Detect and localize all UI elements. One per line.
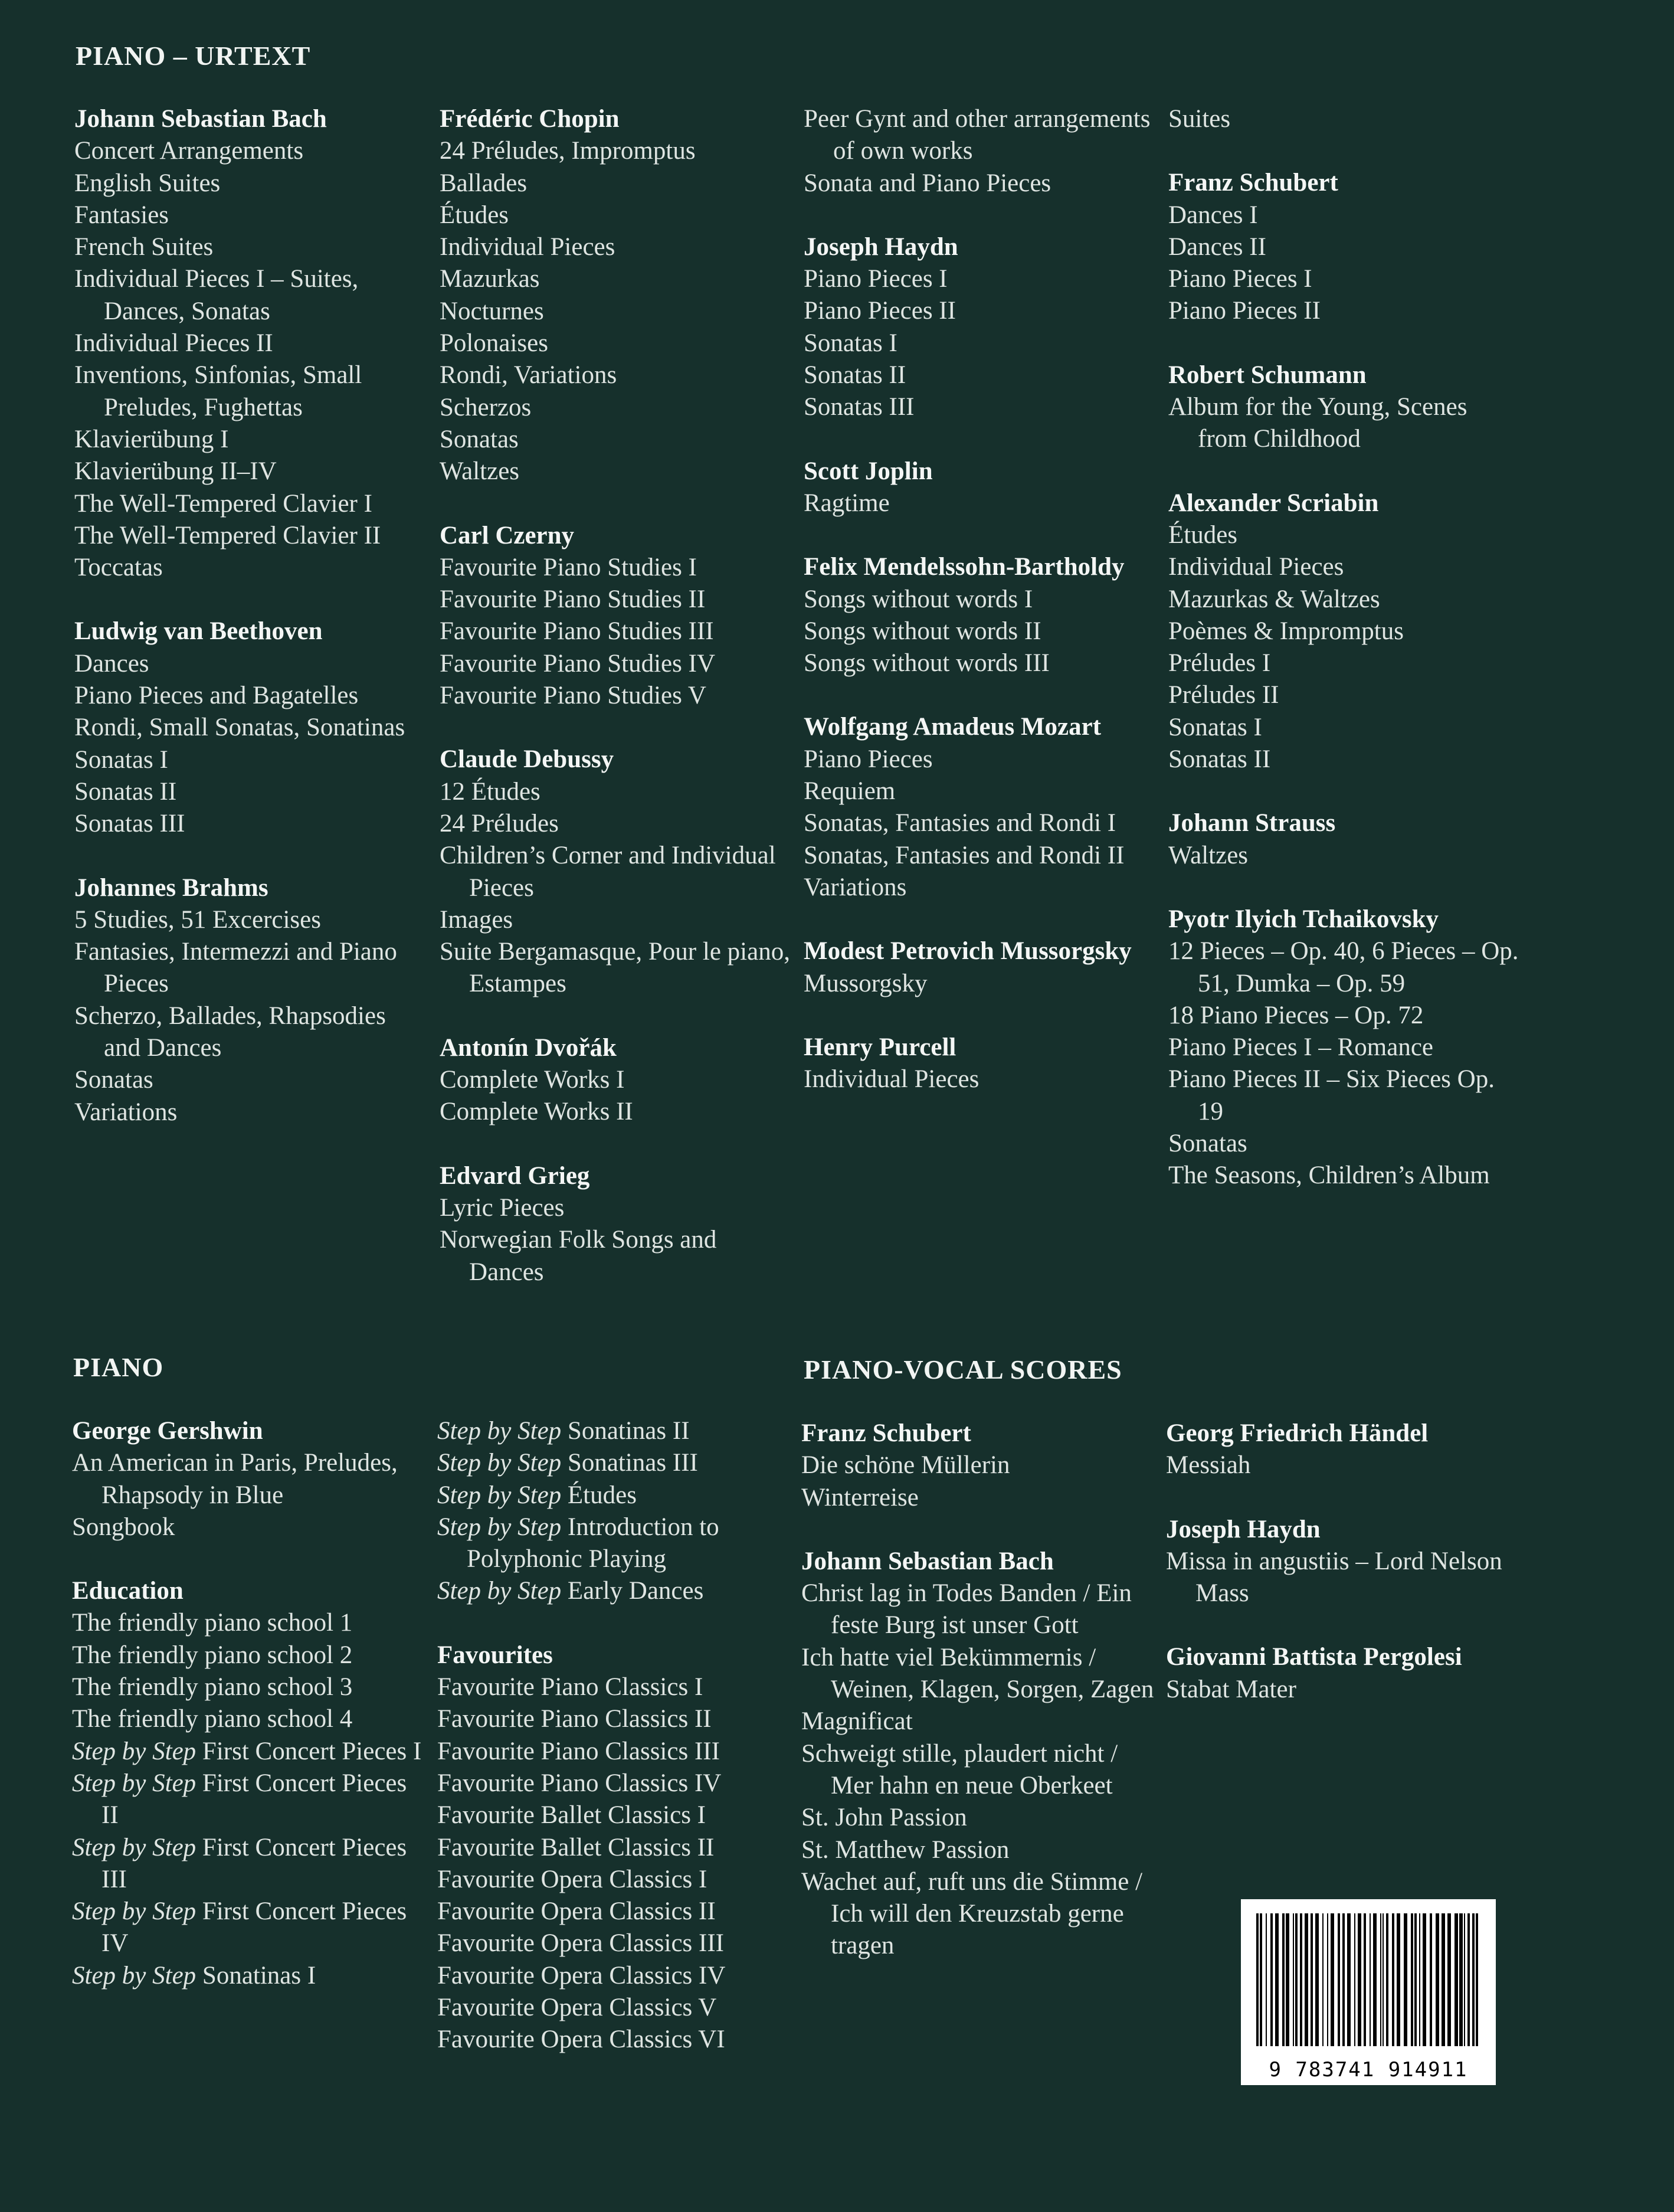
composer-name: Henry Purcell bbox=[804, 1033, 956, 1061]
barcode-bar bbox=[1472, 1913, 1475, 2046]
work-title: Ich hatte viel Bekümmernis / Weinen, Klagen, Sorgen, Zagen bbox=[801, 1643, 1154, 1704]
composer-group-continued bbox=[437, 1415, 791, 1608]
barcode-bar bbox=[1459, 1913, 1463, 2046]
barcode-bar bbox=[1364, 1913, 1366, 2046]
work-title: Winterreise bbox=[801, 1483, 919, 1511]
barcode-bar bbox=[1447, 1913, 1451, 2046]
barcode-bar bbox=[1380, 1913, 1381, 2046]
urtext-column-3 bbox=[804, 103, 1158, 1127]
work-title: Ragtime bbox=[804, 489, 890, 517]
composer-name: Pyotr Ilyich Tchaikovsky bbox=[1168, 905, 1439, 933]
work-title: Songs without words III bbox=[804, 649, 1050, 678]
composer-group-alexander-scriabin bbox=[1168, 487, 1522, 776]
section-title-piano-vocal-scores: PIANO-VOCAL SCORES bbox=[804, 1354, 1122, 1385]
work-title: Rondi, Variations bbox=[440, 361, 617, 390]
work-title: The friendly piano school 3 bbox=[72, 1673, 353, 1701]
work-title: Suite Bergamasque, Pour le piano, Estampes bbox=[440, 938, 790, 998]
composer-name: Franz Schubert bbox=[1168, 169, 1338, 197]
work-title: Favourite Opera Classics VI bbox=[437, 2026, 725, 2054]
work-title: The Well-Tempered Clavier I bbox=[74, 489, 372, 518]
work-title: Individual Pieces II bbox=[74, 329, 273, 358]
work-title: Sonatas I bbox=[74, 745, 168, 774]
work-title: Klavierübung I bbox=[74, 425, 229, 453]
work-title: Toccatas bbox=[74, 554, 163, 582]
composer-name: Carl Czerny bbox=[440, 521, 575, 549]
barcode-bar bbox=[1464, 1913, 1465, 2046]
work-title: Piano Pieces I bbox=[804, 265, 948, 293]
work-title: Favourite Piano Classics III bbox=[437, 1737, 720, 1765]
work-title: Die schöne Müllerin bbox=[801, 1451, 1010, 1480]
composer-group-joseph-haydn bbox=[804, 231, 1158, 424]
barcode-bar bbox=[1370, 1913, 1371, 2046]
barcode-bar bbox=[1282, 1913, 1285, 2046]
section-title-piano-urtext: PIANO – URTEXT bbox=[76, 41, 311, 71]
composer-group-continued bbox=[804, 103, 1158, 199]
work-title: Stabat Mater bbox=[1166, 1675, 1296, 1703]
composer-name: Modest Petrovich Mussorgsky bbox=[804, 937, 1132, 966]
section-title-piano: PIANO bbox=[73, 1352, 164, 1382]
work-title: Sonatas II bbox=[804, 361, 906, 390]
barcode-number: 9 783741 914911 bbox=[1269, 2058, 1468, 2082]
work-title: Favourite Piano Classics I bbox=[437, 1673, 703, 1701]
work-title: Mussorgsky bbox=[804, 969, 928, 997]
work-title: Favourite Piano Studies IV bbox=[440, 649, 715, 678]
work-title: Poèmes & Impromptus bbox=[1168, 617, 1404, 645]
work-title: The Seasons, Children’s Album bbox=[1168, 1161, 1490, 1190]
composer-group-wolfgang-amadeus-mozart bbox=[804, 711, 1158, 904]
composer-name: Franz Schubert bbox=[801, 1419, 971, 1447]
work-title: Waltzes bbox=[440, 457, 520, 486]
work-title: Favourite Piano Studies II bbox=[440, 585, 706, 614]
work-title: Step by Step Études bbox=[437, 1481, 637, 1509]
work-title: Step by Step First Concert Pieces I bbox=[72, 1737, 422, 1765]
composer-name: Claude Debussy bbox=[440, 745, 614, 774]
work-title: Schweigt stille, plaudert nicht / Mer hahn en neue Oberkeet bbox=[801, 1739, 1118, 1799]
composer-name: George Gershwin bbox=[72, 1417, 263, 1445]
work-title: Sonatas III bbox=[804, 393, 915, 421]
barcode-bar bbox=[1414, 1913, 1417, 2046]
work-title: Piano Pieces II bbox=[804, 297, 956, 325]
work-title: Complete Works I bbox=[440, 1066, 625, 1094]
work-title: Favourite Piano Studies V bbox=[440, 682, 706, 710]
barcode-bar bbox=[1411, 1913, 1413, 2046]
barcode-bar bbox=[1454, 1913, 1458, 2046]
work-title: Scherzos bbox=[440, 393, 532, 421]
work-title: Songbook bbox=[72, 1513, 175, 1541]
composer-name: Joseph Haydn bbox=[804, 233, 958, 261]
barcode-bar bbox=[1300, 1913, 1302, 2046]
composer-group-edvard-grieg bbox=[440, 1160, 794, 1288]
composer-group-georg-friedrich-handel bbox=[1166, 1418, 1520, 1482]
piano-column-2 bbox=[437, 1415, 791, 2088]
isbn-barcode bbox=[1241, 1899, 1496, 2085]
composer-group-johannes-brahms bbox=[74, 872, 428, 1128]
work-title: Favourite Ballet Classics II bbox=[437, 1833, 715, 1861]
barcode-bar bbox=[1347, 1913, 1351, 2046]
composer-name: Georg Friedrich Händel bbox=[1166, 1419, 1429, 1447]
work-title: Fantasies bbox=[74, 201, 169, 229]
composer-group-frederic-chopin bbox=[440, 103, 794, 488]
work-title: Sonatas II bbox=[74, 777, 177, 806]
work-title: Klavierübung II–IV bbox=[74, 457, 277, 486]
work-title: Individual Pieces bbox=[1168, 553, 1344, 581]
composer-name: Johann Strauss bbox=[1168, 809, 1336, 837]
work-title: Step by Step Introduction to Polyphonic Playing bbox=[437, 1513, 719, 1573]
work-title: St. John Passion bbox=[801, 1804, 967, 1832]
work-title: Favourite Piano Studies I bbox=[440, 553, 697, 581]
barcode-bar bbox=[1266, 1913, 1267, 2046]
work-title: Ballades bbox=[440, 169, 528, 197]
barcode-bar bbox=[1293, 1913, 1294, 2046]
work-title: Suites bbox=[1168, 105, 1231, 133]
composer-name: Antonín Dvořák bbox=[440, 1033, 617, 1062]
barcode-bar bbox=[1260, 1913, 1262, 2046]
work-title: Songs without words II bbox=[804, 617, 1041, 645]
composer-name: Favourites bbox=[437, 1641, 553, 1669]
barcode-bar bbox=[1476, 1913, 1478, 2046]
work-title: Mazurkas & Waltzes bbox=[1168, 585, 1380, 613]
work-title: Variations bbox=[804, 873, 907, 901]
work-title: An American in Paris, Preludes, Rhapsody in Blue bbox=[72, 1449, 398, 1509]
work-title: Mazurkas bbox=[440, 265, 540, 293]
composer-group-carl-czerny bbox=[440, 520, 794, 712]
work-title: Fantasies, Intermezzi and Piano Pieces bbox=[74, 938, 397, 998]
composer-group-henry-purcell bbox=[804, 1032, 1158, 1096]
work-title: Préludes I bbox=[1168, 649, 1271, 678]
work-title: Piano Pieces bbox=[804, 745, 933, 773]
work-title: 18 Piano Pieces – Op. 72 bbox=[1168, 1001, 1424, 1029]
composer-name: Edvard Grieg bbox=[440, 1161, 590, 1190]
barcode-bar bbox=[1436, 1913, 1439, 2046]
work-title: 12 Études bbox=[440, 777, 540, 806]
composer-name: Johannes Brahms bbox=[74, 873, 268, 902]
barcode-bar bbox=[1467, 1913, 1470, 2046]
work-title: St. Matthew Passion bbox=[801, 1835, 1010, 1864]
work-title: Piano Pieces II – Six Pieces Op. 19 bbox=[1168, 1065, 1495, 1125]
vocal-column-1 bbox=[801, 1418, 1155, 1994]
composer-group-johann-sebastian-bach bbox=[801, 1546, 1155, 1962]
composer-group-johann-strauss bbox=[1168, 807, 1522, 872]
work-title: Rondi, Small Sonatas, Sonatinas bbox=[74, 714, 405, 742]
work-title: Step by Step Early Dances bbox=[437, 1577, 704, 1605]
work-title: The friendly piano school 1 bbox=[72, 1609, 353, 1637]
work-title: Norwegian Folk Songs and Dances bbox=[440, 1226, 717, 1286]
composer-name: Felix Mendelssohn-Bartholdy bbox=[804, 553, 1125, 581]
composer-name: Johann Sebastian Bach bbox=[74, 105, 327, 133]
composer-name: Robert Schumann bbox=[1168, 361, 1367, 389]
work-title: 24 Préludes, Impromptus bbox=[440, 137, 696, 165]
work-title: English Suites bbox=[74, 169, 221, 197]
barcode-bar bbox=[1342, 1913, 1345, 2046]
work-title: Sonata and Piano Pieces bbox=[804, 169, 1051, 197]
work-title: Études bbox=[440, 201, 509, 229]
work-title: Favourite Opera Classics III bbox=[437, 1929, 724, 1958]
work-title: Children’s Corner and Individual Pieces bbox=[440, 842, 776, 902]
composer-group-education bbox=[72, 1575, 426, 1992]
work-title: Sonatas bbox=[440, 425, 519, 453]
barcode-bar bbox=[1358, 1913, 1361, 2046]
barcode-bar bbox=[1442, 1913, 1445, 2046]
work-title: Step by Step Sonatinas II bbox=[437, 1417, 690, 1445]
work-title: Favourite Piano Classics IV bbox=[437, 1769, 722, 1797]
composer-group-george-gershwin bbox=[72, 1415, 426, 1543]
vocal-column-2 bbox=[1166, 1418, 1520, 1737]
barcode-bar bbox=[1373, 1913, 1377, 2046]
urtext-column-2 bbox=[440, 103, 794, 1320]
work-title: The Well-Tempered Clavier II bbox=[74, 521, 381, 549]
work-title: Complete Works II bbox=[440, 1098, 633, 1126]
barcode-bar bbox=[1315, 1913, 1319, 2046]
work-title: Waltzes bbox=[1168, 841, 1249, 869]
barcode-bar bbox=[1338, 1913, 1340, 2046]
work-title: Sonatas I bbox=[1168, 713, 1262, 741]
piano-column-1 bbox=[72, 1415, 426, 2024]
work-title: Favourite Opera Classics IV bbox=[437, 1961, 726, 1990]
work-title: Magnificat bbox=[801, 1707, 913, 1736]
composer-name: Wolfgang Amadeus Mozart bbox=[804, 713, 1102, 741]
composer-group-modest-petrovich-mussorgsky bbox=[804, 935, 1158, 1000]
work-title: Missa in angustiis – Lord Nelson Mass bbox=[1166, 1547, 1502, 1608]
barcode-bar bbox=[1430, 1913, 1432, 2046]
work-title: Requiem bbox=[804, 777, 896, 806]
work-title: Step by Step Sonatinas I bbox=[72, 1961, 316, 1990]
work-title: Dances bbox=[74, 649, 149, 678]
barcode-bar bbox=[1256, 1913, 1259, 2046]
barcode-bar bbox=[1331, 1913, 1334, 2046]
urtext-column-4 bbox=[1168, 103, 1522, 1224]
composer-group-antonin-dvorak bbox=[440, 1032, 794, 1128]
composer-group-claude-debussy bbox=[440, 744, 794, 1000]
barcode-bar bbox=[1383, 1913, 1384, 2046]
work-title: The friendly piano school 4 bbox=[72, 1705, 353, 1733]
barcode-bar bbox=[1311, 1913, 1313, 2046]
work-title: Dances I bbox=[1168, 201, 1258, 229]
barcode-bar bbox=[1286, 1913, 1289, 2046]
work-title: French Suites bbox=[74, 233, 214, 261]
barcode-bar bbox=[1354, 1913, 1355, 2046]
barcode-bar bbox=[1423, 1913, 1426, 2046]
composer-group-joseph-haydn bbox=[1166, 1514, 1520, 1610]
barcode-bar bbox=[1295, 1913, 1298, 2046]
composer-name: Frédéric Chopin bbox=[440, 105, 620, 133]
composer-group-giovanni-battista-pergolesi bbox=[1166, 1641, 1520, 1706]
work-title: 5 Studies, 51 Excercises bbox=[74, 905, 321, 934]
composer-group-favourites bbox=[437, 1640, 791, 2056]
composer-group-johann-sebastian-bach bbox=[74, 103, 428, 584]
work-title: Messiah bbox=[1166, 1451, 1251, 1480]
composer-group-continued bbox=[1168, 103, 1522, 135]
composer-name: Alexander Scriabin bbox=[1168, 489, 1379, 517]
composer-name: Ludwig van Beethoven bbox=[74, 617, 323, 646]
barcode-bar bbox=[1397, 1913, 1400, 2046]
barcode-bar bbox=[1275, 1913, 1279, 2046]
composer-group-felix-mendelssohn-bartholdy bbox=[804, 551, 1158, 679]
composer-name: Joseph Haydn bbox=[1166, 1515, 1321, 1543]
composer-group-pyotr-ilyich-tchaikovsky bbox=[1168, 904, 1522, 1192]
urtext-column-1 bbox=[74, 103, 428, 1160]
work-title: The friendly piano school 2 bbox=[72, 1641, 353, 1669]
work-title: Nocturnes bbox=[440, 297, 544, 325]
work-title: Step by Step First Concert Pieces IV bbox=[72, 1897, 407, 1958]
work-title: Favourite Opera Classics I bbox=[437, 1865, 707, 1893]
barcode-bar bbox=[1322, 1913, 1324, 2046]
barcode-bar bbox=[1327, 1913, 1328, 2046]
work-title: Sonatas I bbox=[804, 329, 897, 357]
work-title: Piano Pieces II bbox=[1168, 297, 1321, 325]
composer-group-franz-schubert bbox=[1168, 167, 1522, 327]
work-title: 12 Pieces – Op. 40, 6 Pieces – Op. 51, Dumka – Op. 59 bbox=[1168, 937, 1519, 997]
work-title: Songs without words I bbox=[804, 585, 1033, 613]
work-title: Wachet auf, ruft uns die Stimme / Ich will den Kreuzstab gerne tragen bbox=[801, 1867, 1143, 1960]
work-title: Scherzo, Ballades, Rhapsodies and Dances bbox=[74, 1002, 386, 1062]
composer-name: Scott Joplin bbox=[804, 457, 933, 485]
composer-group-franz-schubert bbox=[801, 1418, 1155, 1514]
work-title: Peer Gynt and other arrangements of own works bbox=[804, 105, 1151, 165]
barcode-bars bbox=[1254, 1913, 1483, 2052]
work-title: Études bbox=[1168, 521, 1238, 549]
barcode-bar bbox=[1305, 1913, 1308, 2046]
work-title: Album for the Young, Scenes from Childhood bbox=[1168, 393, 1467, 453]
work-title: Inventions, Sinfonias, Small Preludes, Fughettas bbox=[74, 361, 362, 421]
work-title: Favourite Opera Classics II bbox=[437, 1897, 716, 1926]
work-title: Dances II bbox=[1168, 233, 1266, 261]
work-title: Step by Step First Concert Pieces II bbox=[72, 1769, 407, 1830]
work-title: Step by Step Sonatinas III bbox=[437, 1449, 698, 1477]
work-title: Step by Step First Concert Pieces III bbox=[72, 1833, 407, 1893]
work-title: Favourite Piano Classics II bbox=[437, 1705, 712, 1733]
work-title: Sonatas bbox=[74, 1066, 153, 1094]
work-title: Polonaises bbox=[440, 329, 548, 358]
work-title: Favourite Piano Studies III bbox=[440, 617, 714, 646]
work-title: Favourite Ballet Classics I bbox=[437, 1801, 706, 1830]
work-title: Sonatas III bbox=[74, 810, 185, 838]
work-title: Individual Pieces bbox=[804, 1065, 979, 1094]
work-title: Individual Pieces bbox=[440, 233, 615, 261]
work-title: Sonatas bbox=[1168, 1130, 1247, 1158]
work-title: Piano Pieces I bbox=[1168, 265, 1312, 293]
composer-name: Johann Sebastian Bach bbox=[801, 1547, 1054, 1575]
work-title: Piano Pieces and Bagatelles bbox=[74, 682, 359, 710]
barcode-bar bbox=[1404, 1913, 1407, 2046]
barcode-bar bbox=[1270, 1913, 1273, 2046]
barcode-bar bbox=[1419, 1913, 1420, 2046]
work-title: Sonatas, Fantasies and Rondi II bbox=[804, 841, 1125, 869]
work-title: Lyric Pieces bbox=[440, 1193, 565, 1222]
work-title: Variations bbox=[74, 1098, 178, 1126]
barcode-bar bbox=[1392, 1913, 1394, 2046]
work-title: Sonatas, Fantasies and Rondi I bbox=[804, 809, 1116, 837]
composer-group-robert-schumann bbox=[1168, 359, 1522, 456]
work-title: Christ lag in Todes Banden / Ein feste Burg ist unser Gott bbox=[801, 1579, 1132, 1640]
work-title: Préludes II bbox=[1168, 681, 1279, 709]
composer-name: Giovanni Battista Pergolesi bbox=[1166, 1643, 1462, 1671]
work-title: Piano Pieces I – Romance bbox=[1168, 1033, 1434, 1062]
composer-name: Education bbox=[72, 1577, 184, 1605]
work-title: Sonatas II bbox=[1168, 745, 1271, 774]
work-title: 24 Préludes bbox=[440, 809, 559, 837]
work-title: Concert Arrangements bbox=[74, 137, 304, 165]
composer-group-ludwig-van-beethoven bbox=[74, 616, 428, 840]
work-title: Images bbox=[440, 905, 513, 934]
composer-group-scott-joplin bbox=[804, 456, 1158, 520]
work-title: Individual Pieces I – Suites, Dances, Sonatas bbox=[74, 265, 359, 325]
barcode-bar bbox=[1386, 1913, 1388, 2046]
work-title: Favourite Opera Classics V bbox=[437, 1994, 717, 2022]
